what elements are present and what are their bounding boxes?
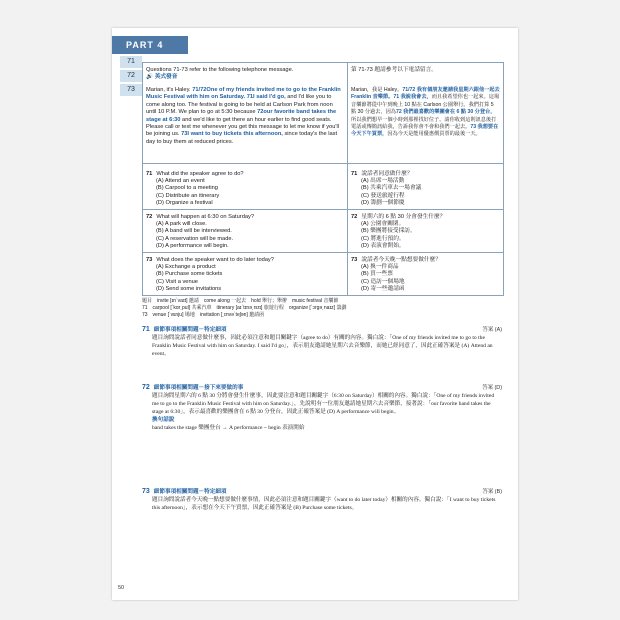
explanation-72: 72 細節事項相關問題－接下來要做的事 答案 (D) 題目詢問星期六的 6 點 30 分將會發生什麼事，因此要注意和題目關鍵字（6:30 on Saturday）相關的內容。獨白說：「One of my friends invited me to go to the Franklin Music Festival with him on Saturday.」，先說明有一位朋友邀請她星期六去音樂節，接著說：「our favorite band takes the stage at 6:30」，表示最喜歡的樂團會在 6 點 30 分登台，因此正確答案是 (D) A performance will begin。 換句話說 band takes the stage 樂團登台 → A performance ~ begin 表演開始: [142, 384, 502, 431]
answer-option: (D) Organize a festival: [156, 199, 213, 206]
passage-en-segment: Marian, it's Haley.: [146, 87, 193, 93]
answer-option: (A) A park will close.: [156, 221, 207, 228]
question-text: What did the speaker agree to do?: [156, 171, 244, 177]
english-column: [143, 63, 348, 295]
answer-option: (B) 共乘汽車去一場會議: [361, 185, 422, 192]
answer-option: (D) Send some invitations: [156, 285, 222, 292]
caption-zh: 第 71-73 題請參考以下電話留言。: [351, 67, 437, 73]
question-number: 72: [146, 214, 153, 220]
answer-option: (B) Purchase some tickets: [156, 271, 223, 278]
answer-option: (A) Exchange a product: [156, 264, 216, 271]
answer-option: (C) 發送旅遊行程: [361, 192, 405, 199]
paraphrase: band takes the stage 樂團登台 → A performance ~ begin 表演開始: [152, 425, 305, 431]
passage-zh: [351, 87, 500, 139]
answer-option: (A) 出席一場活動: [361, 178, 405, 185]
question-71-zh: [351, 171, 500, 207]
question-text: What does the speaker want to do later today?: [156, 257, 274, 263]
passage-zh-segment: 73 我想要在今天下午買票，: [351, 124, 499, 138]
passage-en-segment: since today's the last day to buy them at reduced prices.: [146, 131, 338, 145]
qnum-tab: 73: [120, 84, 142, 96]
book-page: [112, 28, 518, 600]
divider: [143, 163, 347, 164]
question-72-zh: [351, 214, 500, 250]
question-text: 星期六的 6 點 30 分會發生什麼？: [361, 214, 446, 220]
answer-option: (B) 買一些票: [361, 271, 393, 278]
question-stem: [146, 171, 344, 178]
answer-option: (C) 將進行預約。: [361, 235, 405, 242]
passage-en-segment: 73I want to buy tickets this afternoon,: [181, 131, 285, 138]
answer-option: (B) A band will be interviewed.: [156, 228, 232, 235]
qnum-tab: 72: [120, 70, 142, 82]
question-73-zh: [351, 257, 500, 293]
answer-option: (B) 樂團將接受採訪。: [361, 228, 416, 235]
divider: [348, 163, 503, 164]
answer-option: (D) 表演會開始。: [361, 242, 405, 249]
answer-option: (D) 籌劃一個節慶: [361, 199, 405, 206]
question-number: 71: [146, 171, 153, 177]
speaker-icon: 🔊: [146, 74, 154, 81]
part-header: PART 4: [112, 36, 188, 54]
answer-option: (B) Carpool to a meeting: [156, 185, 218, 192]
divider: [348, 252, 503, 253]
divider: [143, 209, 347, 210]
page-number: 50: [118, 585, 125, 591]
answer-option: (C) A reservation will be made.: [156, 235, 234, 242]
question-number: 71: [351, 171, 358, 177]
question-box: [142, 62, 504, 296]
question-stem: [146, 257, 344, 264]
divider: [143, 252, 347, 253]
passage-zh-segment: Marian，我是 Haley。: [351, 87, 403, 93]
answer-option: (A) 公園會關閉。: [361, 221, 405, 228]
vocabulary: 題目 invite [ɪn`vaɪt] 邀請 come along 一起去 hold 舉行；舉辦 music festival 音樂節 71 carpool [`kɑr͵pul] 共乘汽車 itinerary [aɪ`tɪnə͵rɛrɪ] 旅遊行程 organize [`ɔrgə͵naɪz] 籌劃 73 venue [`vɛnju] 場地 invitation [͵ɪnvə`teʃən] 邀請函: [142, 298, 347, 318]
question-text: 說話者今天晚一點想要做什麼？: [361, 257, 441, 263]
answer-option: (A) 換一件商品: [361, 264, 399, 271]
passage-zh-segment: 72 我們最喜歡的樂團會在 6 點 30 分登台，: [395, 109, 496, 116]
answer-option: (D) A performance will begin.: [156, 242, 229, 249]
question-72-en: [146, 214, 344, 250]
question-number: 73: [146, 257, 153, 263]
passage-en-segment: and I'd like you to come along too. The festival is going to be held at Carlson Park from noon until 10 P.M. We plan to go at 5:30 because: [146, 94, 333, 116]
passage-en-segment: 71/72One of my friends invited me to go to the Franklin Music Festival with him on Saturday. 71I said I'd go,: [146, 87, 341, 101]
answer-option: (C) Distribute an itinerary: [156, 192, 220, 199]
caption-en: Questions 71-73 refer to the following telephone message. 🔊 英式發音: [146, 67, 344, 82]
chinese-column: [348, 63, 503, 295]
passage-en-segment: and we'd like to get there an hour earlier to find good seats. Please call or text me whenever you get this message to let me know if you'll be joining us.: [146, 116, 339, 138]
paraphrase-title: 換句話說: [152, 417, 175, 423]
question-number: 72: [351, 214, 358, 220]
passage-zh-segment: 因為今天是能用優惠價買票的最後一天。: [387, 131, 481, 138]
question-text: What will happen at 6:30 on Saturday?: [156, 214, 255, 220]
accent-label: 🔊 英式發音: [146, 74, 178, 81]
question-71-en: [146, 171, 344, 207]
answer-option: (A) Attend an event: [156, 178, 205, 185]
passage-zh-segment: 71/72 我有個朋友邀請我星期六跟他一起去 Franklin 音樂節。71 我說我會去，: [351, 87, 500, 101]
answer-option: (C) 造訪一個場地: [361, 278, 405, 285]
passage-en: [146, 87, 344, 146]
divider: [348, 209, 503, 210]
answer-option: (C) Visit a venue: [156, 278, 198, 285]
explanation-73: 73 細節事項相關問題－特定細項 答案 (B) 題目詢問說話者今天晚一點想要做什麼事情，因此必須注意和題目關鍵字（want to do later today）相關的內容。獨白說：「I want to buy tickets this afternoon」，表示想在今天下午買票，因此正確答案是 (B) Purchase some tickets。: [142, 488, 502, 511]
passage-zh-segment: 所以我們想早一個小時到那裡找好位子。請你收到這則訊息後打電話或傳簡訊給我，告訴我你會不會和我們一起去。: [351, 116, 497, 131]
answer-option: (D) 寄一些邀請函: [361, 285, 405, 292]
question-73-en: [146, 257, 344, 293]
question-number-tabs: [120, 56, 142, 98]
question-stem: [146, 214, 344, 221]
question-text: 說話者同意做什麼？: [361, 171, 413, 177]
passage-zh-segment: 而且我希望你也一起來。這場音樂節將從中午到晚上 10 點在 Carlson 公園舉行。我們打算 5 點 30 分過去，因為: [351, 94, 500, 116]
question-number: 73: [351, 257, 358, 263]
passage-en-segment: 72our favorite band takes the stage at 6:30: [146, 109, 337, 123]
qnum-tab: 71: [120, 56, 142, 68]
explanation-71: 71 細節事項相關問題－特定細項 答案 (A) 題目詢問說話者同意做什麼事，因此必須注意和題目關鍵字（agree to do）有關的內容。獨白說：「One of my friends invited me to go to the Franklin Music Festival with him on Saturday. I said I'd go」，表示朋友邀請她星期六去音樂節，而她已經同意了，因此正確答案是 (A) Attend an event。: [142, 326, 502, 357]
